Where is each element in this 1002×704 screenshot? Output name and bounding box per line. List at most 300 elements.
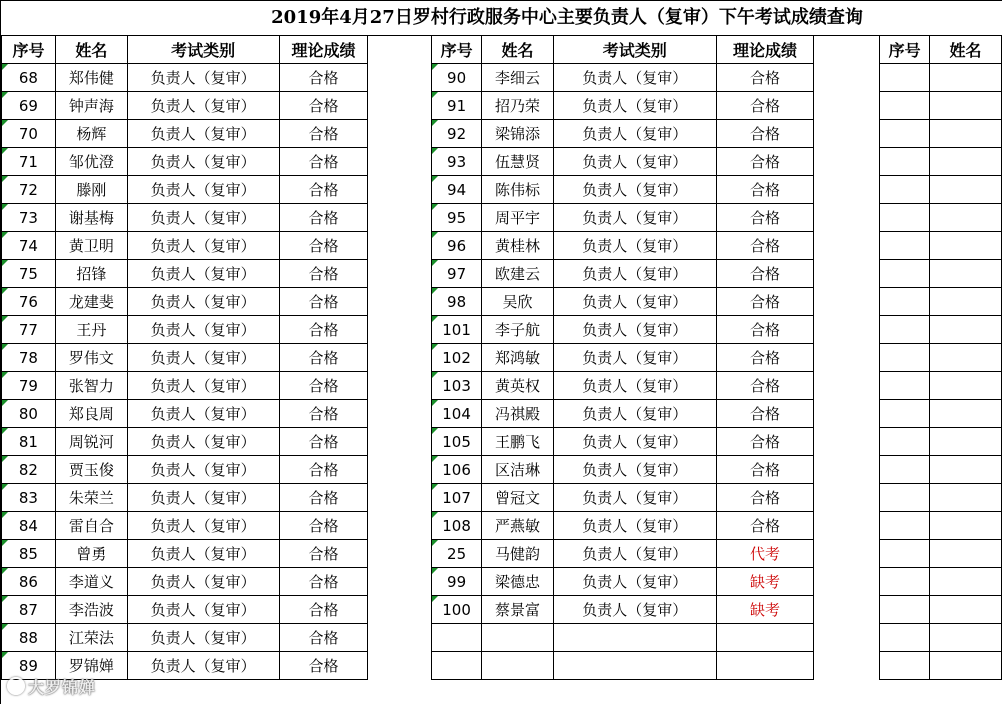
cell-flag-icon [432,484,438,490]
cell-name-text: 郑鸿敏 [494,349,540,367]
cell-no [2,148,56,176]
table-row [2,92,1002,120]
gap-cell [814,568,880,596]
cell-score-text: 合格 [308,405,339,423]
cell-no [432,120,482,148]
cell-no [432,596,482,624]
cell-name-text: 杨辉 [76,125,107,143]
cell-score [716,624,814,652]
cell-flag-icon [2,372,8,378]
cell-name-text: 罗锦婵 [68,657,114,675]
cell-score [279,344,368,372]
cell-name-text: 招乃荣 [494,97,540,115]
empty-cell [930,92,1002,120]
cell-no [432,652,482,680]
empty-cell [880,232,930,260]
cell-category [553,624,716,652]
gap-cell [368,372,432,400]
empty-cell [930,652,1002,680]
cell-name-text: 曾冠文 [494,489,540,507]
cell-flag-icon [2,428,8,434]
cell-flag-icon [2,484,8,490]
cell-no-text: 76 [18,292,38,311]
cell-score-text: 合格 [308,125,339,143]
cell-no [2,344,56,372]
cell-category-text: 负责人（复审） [582,181,688,199]
table-row [2,400,1002,428]
cell-no-text: 70 [18,124,38,143]
cell-no [2,232,56,260]
cell-name [482,344,554,372]
watermark-icon [7,677,25,695]
cell-category [127,596,279,624]
cell-score-text: 合格 [750,349,781,367]
cell-category [553,288,716,316]
table-row [2,568,1002,596]
cell-name [482,64,554,92]
empty-cell [930,596,1002,624]
cell-name [55,400,127,428]
cell-score-text: 合格 [308,237,339,255]
cell-no [432,540,482,568]
gap-cell [814,36,880,64]
cell-score-text: 合格 [308,97,339,115]
cell-flag-icon [2,568,8,574]
cell-name [55,260,127,288]
gap-cell [368,316,432,344]
table-row [2,484,1002,512]
cell-category [553,120,716,148]
cell-no [2,64,56,92]
cell-category-text: 负责人（复审） [582,433,688,451]
cell-flag-icon [432,428,438,434]
empty-cell [930,624,1002,652]
cell-name [482,148,554,176]
cell-category-text: 负责人（复审） [582,545,688,563]
cell-no [432,148,482,176]
table-row [2,64,1002,92]
cell-name [482,176,554,204]
cell-no [432,512,482,540]
cell-flag-icon [2,120,8,126]
cell-score-text: 合格 [750,181,781,199]
gap-cell [368,64,432,92]
cell-name-text: 黄英权 [494,377,540,395]
cell-category [553,372,716,400]
cell-category-text: 负责人（复审） [150,629,256,647]
cell-score-text: 合格 [308,153,339,171]
watermark-text: 大罗锦婵 [28,678,97,697]
gap-cell [368,36,432,64]
cell-name-text: 曾勇 [76,545,107,563]
cell-score-text: 缺考 [750,601,781,619]
cell-name [55,624,127,652]
cell-score [279,540,368,568]
cell-no-text: 105 [442,432,471,451]
table-row [2,176,1002,204]
cell-no-text: 68 [18,68,38,87]
empty-cell [880,344,930,372]
empty-cell [930,484,1002,512]
cell-category [553,260,716,288]
cell-score-text: 合格 [750,293,781,311]
cell-no-text: 74 [18,236,38,255]
table-row [2,316,1002,344]
cell-name [55,428,127,456]
cell-flag-icon [2,596,8,602]
cell-flag-icon [2,512,8,518]
empty-cell [930,176,1002,204]
cell-name [55,512,127,540]
cell-category [553,204,716,232]
cell-flag-icon [432,232,438,238]
gap-cell [368,204,432,232]
cell-name-text: 贾玉俊 [68,461,114,479]
gap-cell [814,204,880,232]
cell-score [716,484,814,512]
table-row [2,624,1002,652]
cell-score [716,652,814,680]
cell-no [432,568,482,596]
cell-flag-icon [432,260,438,266]
cell-flag-icon [432,288,438,294]
cell-flag-icon [2,92,8,98]
cell-score [279,204,368,232]
cell-flag-icon [432,596,438,602]
cell-score [716,400,814,428]
cell-score-text: 代考 [750,545,781,563]
cell-score [279,372,368,400]
cell-category-text: 负责人（复审） [150,293,256,311]
cell-no [2,456,56,484]
gap-cell [814,372,880,400]
cell-score [716,92,814,120]
gap-cell [368,596,432,624]
cell-score [716,316,814,344]
cell-score [279,652,368,680]
gap-cell [368,624,432,652]
empty-cell [930,568,1002,596]
cell-name-text: 谢基梅 [68,209,114,227]
cell-no-text: 88 [18,628,38,647]
cell-category-text: 负责人（复审） [582,461,688,479]
cell-score [279,260,368,288]
cell-no-text: 69 [18,96,38,115]
cell-score-text: 合格 [750,97,781,115]
cell-score [716,148,814,176]
cell-category-text: 负责人（复审） [150,573,256,591]
cell-flag-icon [432,120,438,126]
cell-score-text: 合格 [308,489,339,507]
empty-cell [880,176,930,204]
cell-score [716,540,814,568]
gap-cell [814,596,880,624]
cell-name [482,260,554,288]
cell-no [432,232,482,260]
cell-no-text: 84 [18,516,38,535]
cell-flag-icon [2,456,8,462]
empty-cell [880,288,930,316]
cell-score-text: 合格 [750,489,781,507]
cell-name [482,596,554,624]
header-category: 考试类别 [127,36,279,64]
cell-score [279,484,368,512]
cell-flag-icon [2,288,8,294]
cell-name-text: 郑良周 [68,405,114,423]
cell-category-text: 负责人（复审） [150,69,256,87]
cell-score-text: 合格 [750,517,781,535]
cell-no-text: 89 [18,656,38,675]
empty-cell [880,428,930,456]
gap-cell [814,484,880,512]
cell-no-text: 108 [442,516,471,535]
cell-score-text: 合格 [750,209,781,227]
cell-name-text: 李道义 [68,573,114,591]
gap-cell [814,232,880,260]
cell-score [716,176,814,204]
cell-score-text: 合格 [308,349,339,367]
cell-category [127,64,279,92]
cell-score [279,120,368,148]
cell-no-text: 102 [442,348,471,367]
cell-flag-icon [2,652,8,658]
header-score: 理论成绩 [716,36,814,64]
cell-no-text: 85 [18,544,38,563]
cell-no [432,484,482,512]
gap-cell [814,540,880,568]
cell-flag-icon [2,64,8,70]
cell-name [482,372,554,400]
cell-score-text: 合格 [750,265,781,283]
cell-no-text: 104 [442,404,471,423]
cell-category [127,232,279,260]
cell-no-text: 93 [447,152,467,171]
cell-score-text: 合格 [308,461,339,479]
cell-name [482,428,554,456]
table-row [2,456,1002,484]
cell-score-text: 合格 [308,265,339,283]
cell-name [55,344,127,372]
cell-no-text: 100 [442,600,471,619]
cell-no [2,204,56,232]
cell-no [432,400,482,428]
cell-name-text: 冯祺殿 [494,405,540,423]
header-name: 姓名 [930,36,1002,64]
cell-category [553,92,716,120]
cell-name-text: 江荣法 [68,629,114,647]
cell-score [279,148,368,176]
cell-name-text: 陈伟标 [494,181,540,199]
cell-name-text: 周平宇 [494,209,540,227]
cell-category [553,344,716,372]
cell-no-text: 75 [18,264,38,283]
cell-no-text: 82 [18,460,38,479]
cell-name-text: 周锐河 [68,433,114,451]
cell-name-text: 招锋 [76,265,107,283]
results-table [1,35,1002,680]
cell-category-text: 负责人（复审） [582,573,688,591]
cell-category-text: 负责人（复审） [150,349,256,367]
cell-no [2,260,56,288]
cell-no [2,288,56,316]
cell-flag-icon [2,176,8,182]
cell-flag-icon [2,316,8,322]
cell-no-text: 95 [447,208,467,227]
gap-cell [814,64,880,92]
empty-cell [880,64,930,92]
cell-name [482,232,554,260]
gap-cell [368,120,432,148]
cell-no [432,176,482,204]
cell-flag-icon [432,64,438,70]
cell-no-text: 94 [447,180,467,199]
cell-category [127,148,279,176]
cell-category [127,568,279,596]
cell-name [482,512,554,540]
cell-category [127,260,279,288]
cell-score [279,428,368,456]
gap-cell [368,540,432,568]
empty-cell [930,428,1002,456]
cell-flag-icon [432,176,438,182]
cell-score [279,64,368,92]
empty-cell [880,456,930,484]
cell-score-text: 合格 [750,125,781,143]
cell-category-text: 负责人（复审） [582,265,688,283]
cell-no-text: 78 [18,348,38,367]
gap-cell [814,148,880,176]
cell-score-text: 合格 [308,293,339,311]
cell-category-text: 负责人（复审） [150,601,256,619]
cell-name-text: 吴欣 [502,293,533,311]
cell-no-text: 77 [18,320,38,339]
cell-category [553,176,716,204]
cell-score-text: 合格 [308,517,339,535]
cell-category [127,344,279,372]
cell-no [432,260,482,288]
gap-cell [814,456,880,484]
gap-cell [368,428,432,456]
cell-category-text: 负责人（复审） [150,433,256,451]
cell-score-text: 合格 [308,69,339,87]
cell-name-text: 郑伟健 [68,69,114,87]
empty-cell [930,204,1002,232]
cell-score [279,316,368,344]
gap-cell [368,148,432,176]
gap-cell [368,288,432,316]
cell-no-text: 72 [18,180,38,199]
empty-cell [880,652,930,680]
cell-category-text: 负责人（复审） [582,209,688,227]
cell-category-text: 负责人（复审） [150,461,256,479]
cell-category-text: 负责人（复审） [582,377,688,395]
cell-no-text: 106 [442,460,471,479]
table-row [2,512,1002,540]
cell-category [127,540,279,568]
cell-name [482,120,554,148]
cell-no-text: 92 [447,124,467,143]
cell-category-text: 负责人（复审） [582,237,688,255]
cell-no-text: 81 [18,432,38,451]
cell-name [55,456,127,484]
cell-score [279,456,368,484]
cell-flag-icon [2,260,8,266]
cell-category-text: 负责人（复审） [150,125,256,143]
cell-score-text: 合格 [750,461,781,479]
cell-name [55,540,127,568]
empty-cell [930,64,1002,92]
table-row [2,596,1002,624]
cell-category-text: 负责人（复审） [150,377,256,395]
table-row [2,428,1002,456]
cell-no [2,568,56,596]
cell-score-text: 合格 [308,181,339,199]
cell-name [482,624,554,652]
cell-name-text: 欧建云 [494,265,540,283]
empty-cell [930,148,1002,176]
cell-name [55,596,127,624]
cell-category-text: 负责人（复审） [582,153,688,171]
cell-category-text: 负责人（复审） [150,237,256,255]
empty-cell [930,120,1002,148]
cell-score-text: 合格 [750,153,781,171]
sheet-title: 2019年4月27日罗村行政服务中心主要负责人（复审）下午考试成绩查询 [271,7,863,28]
cell-name-text: 马健韵 [494,545,540,563]
cell-score-text: 合格 [308,573,339,591]
cell-flag-icon [432,316,438,322]
empty-cell [930,372,1002,400]
cell-no-text: 80 [18,404,38,423]
cell-no [2,540,56,568]
cell-score [716,64,814,92]
table-row [2,372,1002,400]
cell-category [127,204,279,232]
gap-cell [368,652,432,680]
cell-flag-icon [432,456,438,462]
cell-score [716,428,814,456]
cell-name [482,316,554,344]
cell-category-text: 负责人（复审） [582,405,688,423]
cell-name-text: 李细云 [494,69,540,87]
cell-score [716,568,814,596]
cell-name [55,176,127,204]
empty-cell [880,204,930,232]
gap-cell [814,120,880,148]
cell-category [553,64,716,92]
gap-cell [814,652,880,680]
cell-score-text: 合格 [308,657,339,675]
cell-name-text: 李浩波 [68,601,114,619]
cell-category-text: 负责人（复审） [150,209,256,227]
header-row [2,36,1002,64]
cell-score-text: 合格 [308,545,339,563]
cell-flag-icon [2,624,8,630]
cell-flag-icon [432,148,438,154]
cell-category-text: 负责人（复审） [582,69,688,87]
gap-cell [368,232,432,260]
cell-category-text: 负责人（复审） [150,97,256,115]
table-row [2,288,1002,316]
cell-category [553,568,716,596]
cell-name [482,92,554,120]
cell-flag-icon [432,400,438,406]
cell-category [127,624,279,652]
cell-no [2,372,56,400]
cell-category [553,232,716,260]
cell-category [553,540,716,568]
cell-category-text: 负责人（复审） [150,545,256,563]
empty-cell [930,260,1002,288]
